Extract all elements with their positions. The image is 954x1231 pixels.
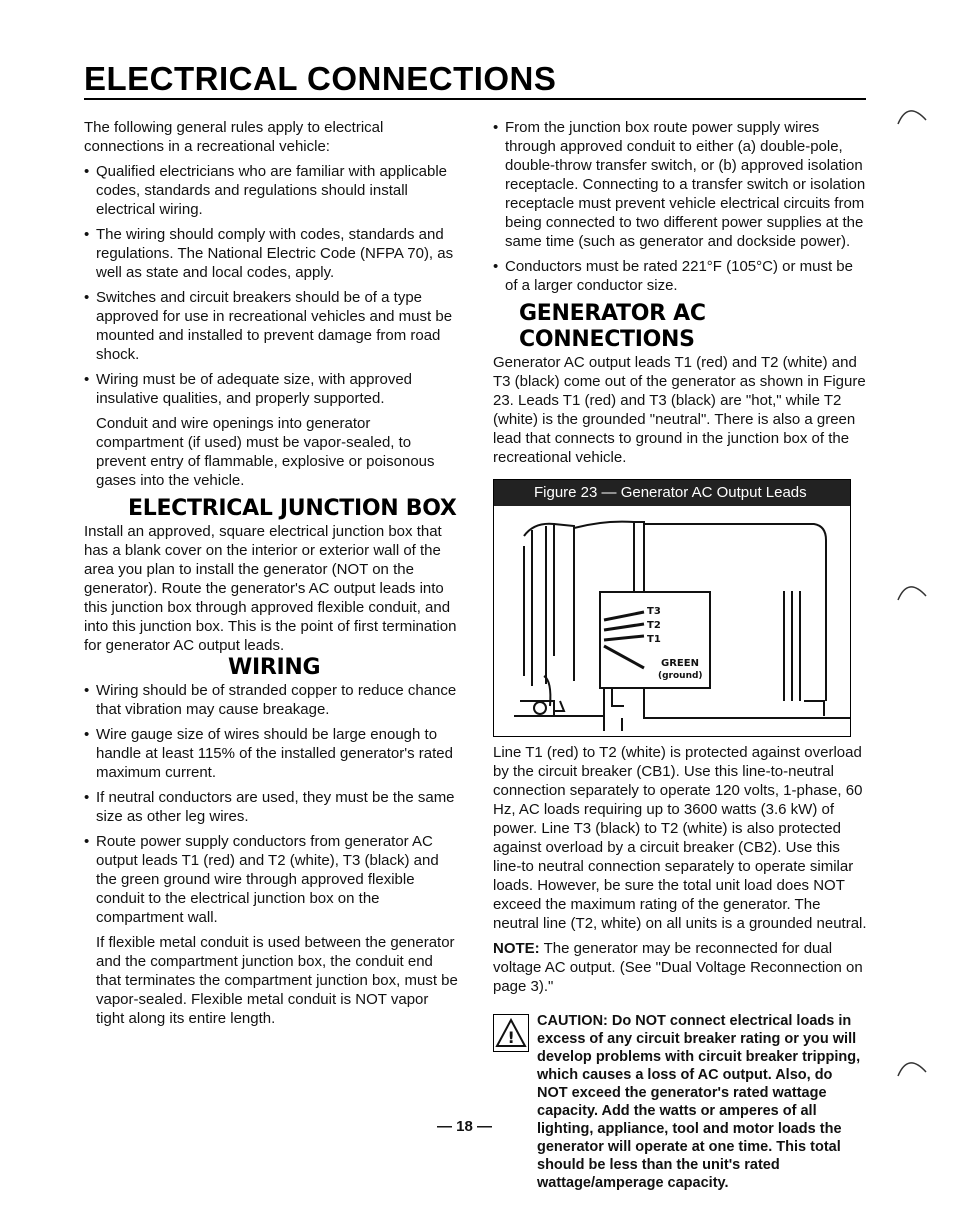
list-item-text: Wiring must be of adequate size, with approved insulative qualities, and properly supported.: [96, 371, 413, 407]
wiring-heading: WIRING: [228, 655, 321, 680]
housing-end-lines: [524, 526, 546, 686]
list-item-text: Qualified electricians who are familiar with applicable codes, standards and regulations should install electrical wiring.: [96, 163, 447, 218]
general-rules-list: [84, 162, 458, 408]
note-text: The generator may be reconnected for dual voltage AC output. (See "Dual Voltage Reconnection on page 3).": [493, 940, 863, 995]
routing-rules-list: [493, 118, 867, 295]
list-item-text: Conductors must be rated 221°F (105°C) or must be of a larger conductor size.: [505, 258, 853, 294]
caution-text: CAUTION: Do NOT connect electrical loads in excess of any circuit breaker rating or you will develop problems with circuit breaker tripping, which causes a loss of AC output. Also, do NOT exceed the generator's rated wattage capacity. Add the watts or amperes of all lighting, appliance, tool and motor loads the generator will operate at one time. This total should be less than the unit's rated wattage/amperage capacity.: [537, 1013, 861, 1191]
wiring-rules-list: [84, 681, 458, 927]
binder-hole-mark-middle: [896, 580, 930, 602]
list-item: [84, 162, 458, 219]
list-item-text: Route power supply conductors from generator AC output leads T1 (red) and T2 (white), T3 (black) and the green ground wire through approved flexible conduit to the electrical junction box on the compartment wall.: [96, 833, 439, 926]
bullet-icon: •: [493, 258, 499, 275]
fitting-circle: [534, 702, 546, 714]
generator-connections-paragraph: Generator AC output leads T1 (red) and T2 (white) and T3 (black) come out of the generator as shown in Figure 23. Leads T1 (red) and T3 (black) are "hot," while T2 (white) is the grounded "neutral". There is also a green lead that connects to ground in the junction box of the recreational vehicle.: [493, 354, 866, 466]
flex-conduit-note: If flexible metal conduit is used between the generator and the compartment junction box, the conduit end that terminates the compartment junction box, must be vapor-sealed. Flexible metal conduit is NOT vapor tight along its entire length.: [96, 934, 458, 1027]
list-item: [84, 832, 458, 927]
bullet-icon: •: [84, 726, 90, 743]
side-panel-lines: [784, 591, 800, 701]
right-column: [493, 118, 867, 1192]
bullet-icon: •: [84, 163, 90, 180]
list-item: [84, 725, 458, 782]
list-item: [84, 681, 458, 719]
caution-block: [493, 1012, 867, 1192]
bullet-icon: •: [84, 289, 90, 306]
page-title: ELECTRICAL CONNECTIONS: [84, 60, 557, 97]
conduit-note: Conduit and wire openings into generator compartment (if used) must be vapor-sealed, to prevent entry of flammable, explosive or poisonous gases into the vehicle.: [96, 415, 435, 489]
junction-box-paragraph: Install an approved, square electrical junction box that has a blank cover on the interior or exterior wall of the area you plan to install the generator (NOT on the generator). Route the generator's AC output leads into this junction box through approved flexible conduit, and into this junction box. This is the point of first termination for generator AC output leads.: [84, 523, 457, 654]
junction-box-heading: ELECTRICAL JUNCTION BOX: [128, 496, 457, 521]
bullet-icon: •: [493, 119, 499, 136]
line-protection-paragraph: Line T1 (red) to T2 (white) is protected against overload by the circuit breaker (CB1). Use this line-to-neutral connection separately to operate 120 volts, 1-phase, 60 Hz, AC loads requiring up to 3600 watts (3.6 kW) of power. Line T3 (black) to T2 (white) is also protected against overload by a circuit breaker (CB2). Use this line-to neutral connection separately to operate similar loads. However, be sure the total unit load does NOT exceed the maximum rating of the generator. The neutral line (T2, white) on all units is a grounded neutral.: [493, 744, 867, 932]
list-item: [493, 257, 867, 295]
list-item-text: From the junction box route power supply wires through approved conduit to either (a) double-pole, double-throw transfer switch, or (b) approved isolation receptacle. Connecting to a transfer switch or isolation receptacle must prevent vehicle electrical circuits from being connected to two different power supplies at the same time (such as generator and dockside power).: [505, 119, 866, 250]
note-paragraph: [493, 939, 867, 996]
generator-connections-heading: GENERATOR AC CONNECTIONS: [519, 301, 706, 352]
housing-top-curve: [524, 524, 554, 656]
list-item: [84, 370, 458, 408]
label-t1: T1: [647, 634, 661, 645]
bullet-icon: •: [84, 789, 90, 806]
left-column: [84, 118, 458, 1034]
bullet-icon: •: [84, 833, 90, 850]
warning-icon: [493, 1014, 529, 1052]
label-ground: (ground): [658, 671, 703, 681]
fitting-detail: [554, 701, 564, 711]
list-item-text: Wire gauge size of wires should be large enough to handle at least 115% of the installed generator's rated maximum current.: [96, 726, 453, 781]
label-green: GREEN: [661, 658, 699, 669]
list-item: [84, 788, 458, 826]
label-t3: T3: [647, 606, 661, 617]
corner-bracket: [804, 701, 824, 716]
figure-23: [493, 479, 851, 737]
generator-leads-diagram: [494, 506, 850, 736]
housing-cover-edge: [634, 522, 644, 596]
svg-text:!: !: [507, 1028, 515, 1047]
list-item: [84, 288, 458, 364]
panel-bottom-detail: [612, 688, 624, 706]
bullet-icon: •: [84, 682, 90, 699]
list-item-text: The wiring should comply with codes, standards and regulations. The National Electric Code (NFPA 70), as well as state and local codes, apply.: [96, 226, 454, 281]
housing-cover: [574, 522, 634, 596]
note-label: NOTE:: [493, 940, 540, 957]
intro-paragraph: The following general rules apply to electrical connections in a recreational vehicle:: [84, 119, 384, 155]
list-item: [493, 118, 867, 251]
label-t2: T2: [647, 620, 661, 631]
housing-frame: [554, 524, 574, 681]
list-item-text: If neutral conductors are used, they must be the same size as other leg wires.: [96, 789, 455, 825]
page-number: — 18 —: [437, 1118, 493, 1135]
list-item: [84, 225, 458, 282]
bullet-icon: •: [84, 371, 90, 388]
binder-hole-mark-top: [896, 104, 930, 126]
list-item-text: Switches and circuit breakers should be of a type approved for use in recreational vehicles and must be mounted and installed to prevent damage from road shock.: [96, 289, 453, 363]
title-rule: [84, 98, 866, 100]
binder-hole-mark-bottom: [896, 1056, 930, 1078]
figure-caption: Figure 23 — Generator AC Output Leads: [494, 480, 850, 506]
bullet-icon: •: [84, 226, 90, 243]
list-item-text: Wiring should be of stranded copper to reduce chance that vibration may cause breakage.: [96, 682, 457, 718]
